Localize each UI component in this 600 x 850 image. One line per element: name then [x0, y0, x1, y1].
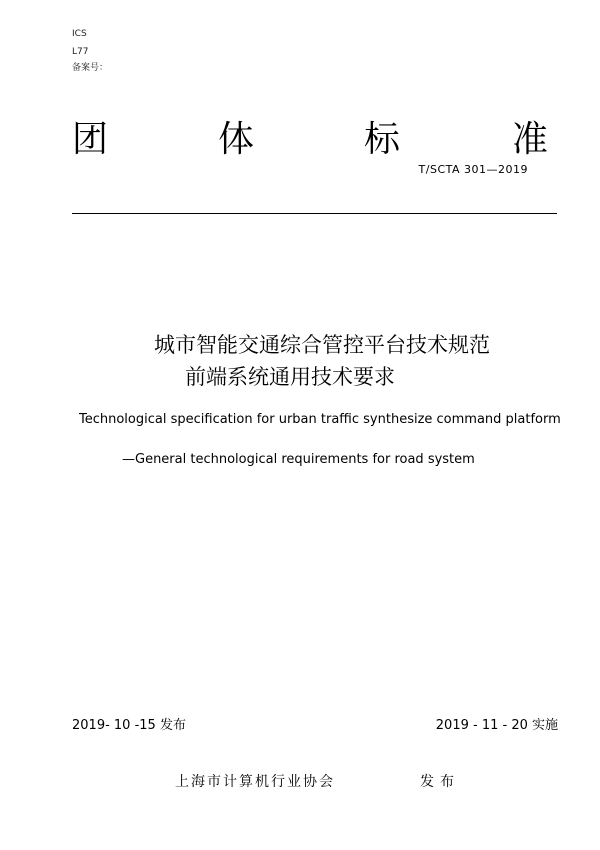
implementation-date: 2019 - 11 - 20 实施: [435, 718, 558, 733]
standard-number: T/SCTA 301—2019: [418, 163, 528, 176]
ics-code: ICS: [72, 29, 87, 39]
chinese-title-line-1: 城市智能交通综合管控平台技术规范: [154, 333, 490, 357]
issue-date: 2019- 10 -15 发布: [72, 718, 186, 733]
publisher-name: 上海市计算机行业协会: [175, 774, 335, 790]
registration-number: 备案号：: [72, 63, 109, 73]
heading-char-3: 标: [364, 119, 401, 160]
group-standard-heading: [72, 118, 550, 162]
publish-label: 发布: [420, 774, 460, 790]
english-title-line-2: —General technological requirements for road system: [122, 452, 475, 467]
heading-char-2: 体: [218, 119, 255, 160]
english-title-line-1: Technological specification for urban traffic synthesize command platform: [79, 412, 561, 427]
publisher-row: [0, 772, 600, 792]
chinese-title-line-2: 前端系统通用技术要求: [185, 365, 395, 389]
heading-char-4: 准: [512, 119, 549, 160]
header-divider: [72, 213, 557, 214]
heading-char-1: 团: [72, 119, 109, 160]
ccs-code: L77: [72, 47, 89, 57]
